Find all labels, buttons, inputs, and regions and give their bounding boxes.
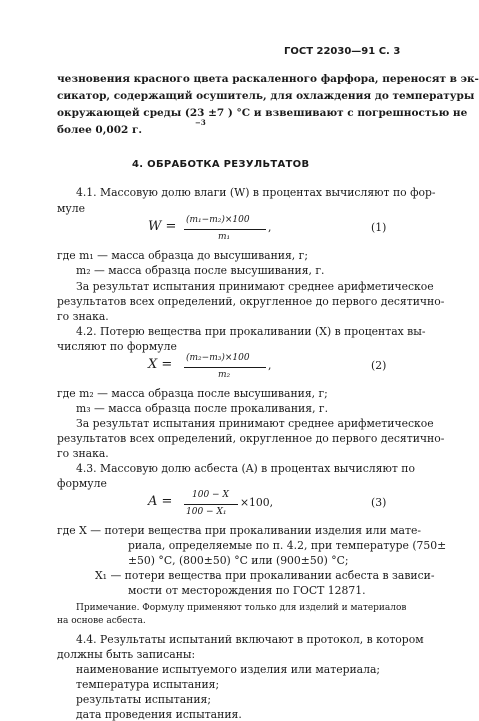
p43-where-4: X₁ — потери вещества при прокаливании асбеста в зависи- [95,569,435,582]
p44-line-6: дата проведения испытания. [76,708,242,721]
p41-where-2: m₂ — масса образца после высушивания, г. [76,264,325,277]
intro-tolerance-sub: −3 [195,118,206,127]
formula2-number: (2) [371,359,387,372]
formula2-numerator: (m₂−m₃)×100 [186,353,250,363]
p43-where-2: риала, определяемые по п. 4.2, при температуре (750± [128,539,447,552]
p43-line-2: формуле [57,477,107,490]
p42-line-2: числяют по формуле [57,340,177,353]
p41-result-2: результатов всех определений, округленное до первого десятично- [57,295,445,308]
p44-line-5: результаты испытания; [76,693,211,706]
formula1-lhs: W = [148,219,177,234]
formula3-denominator: 100 − X₁ [186,507,227,517]
note-line-1: Примечание. Формулу применяют только для изделий и материалов [76,603,407,613]
p43-where-3: ±50) °С, (800±50) °С или (900±50) °С; [128,554,349,567]
p41-result-1: За результат испытания принимают среднее арифметическое [76,280,434,293]
p44-line-1: 4.4. Результаты испытаний включают в протокол, в котором [76,633,424,646]
intro-line-1: чезновения красного цвета раскаленного фарфора, переносят в эк- [57,73,479,85]
p43-where-5: мости от месторождения по ГОСТ 12871. [128,584,366,597]
note-line-2: на основе асбеста. [57,616,146,626]
p41-where-1: где m₁ — масса образца до высушивания, г; [57,249,308,262]
page-header: ГОСТ 22030—91 С. 3 [284,46,401,57]
p41-line-1: 4.1. Массовую долю влаги (W) в процентах вычисляют по фор- [76,186,436,199]
section-title: 4. ОБРАБОТКА РЕЗУЛЬТАТОВ [132,159,310,170]
formula3-fraction-line [184,504,238,505]
p43-where-1: где X — потери вещества при прокаливании изделия или мате- [57,524,422,537]
p41-line-2: муле [57,202,85,215]
formula3-number: (3) [371,496,387,509]
p44-line-2: должны быть записаны: [57,648,196,661]
p42-where-2: m₃ — масса образца после прокаливания, г. [76,402,329,415]
p42-result-1: За результат испытания принимают среднее арифметическое [76,417,434,430]
p44-line-4: температура испытания; [76,678,220,691]
formula2-fraction-line [184,367,266,368]
formula3-tail: ×100, [240,496,274,509]
formula2-denominator: m₂ [218,370,231,380]
intro-line-2: сикатор, содержащий осушитель, для охлаждения до температуры [57,90,475,102]
formula3-lhs: A = [148,494,173,509]
p44-line-3: наименование испытуемого изделия или материала; [76,663,381,676]
formula2-lhs: X = [148,357,173,372]
formula1-denominator: m₁ [218,232,231,242]
p42-result-2: результатов всех определений, округленное до первого десятично- [57,432,445,445]
formula1-number: (1) [371,221,387,234]
p42-where-1: где m₂ — масса образца после высушивания, г; [57,387,328,400]
formula1-tail: , [268,221,272,234]
formula1-numerator: (m₁−m₂)×100 [186,215,250,225]
formula2-tail: , [268,359,272,372]
p41-result-3: го знака. [57,310,109,323]
intro-line-4: более 0,002 г. [57,124,143,136]
intro-line-3: окружающей среды (23 ±7 ) °С и взвешивают с погрешностью не [57,107,468,119]
p42-line-1: 4.2. Потерю вещества при прокаливании (X) в процентах вы- [76,325,426,338]
p43-line-1: 4.3. Массовую долю асбеста (A) в процентах вычисляют по [76,462,415,475]
formula1-fraction-line [184,229,266,230]
formula3-numerator: 100 − X [192,490,229,500]
p42-result-3: го знака. [57,447,109,460]
